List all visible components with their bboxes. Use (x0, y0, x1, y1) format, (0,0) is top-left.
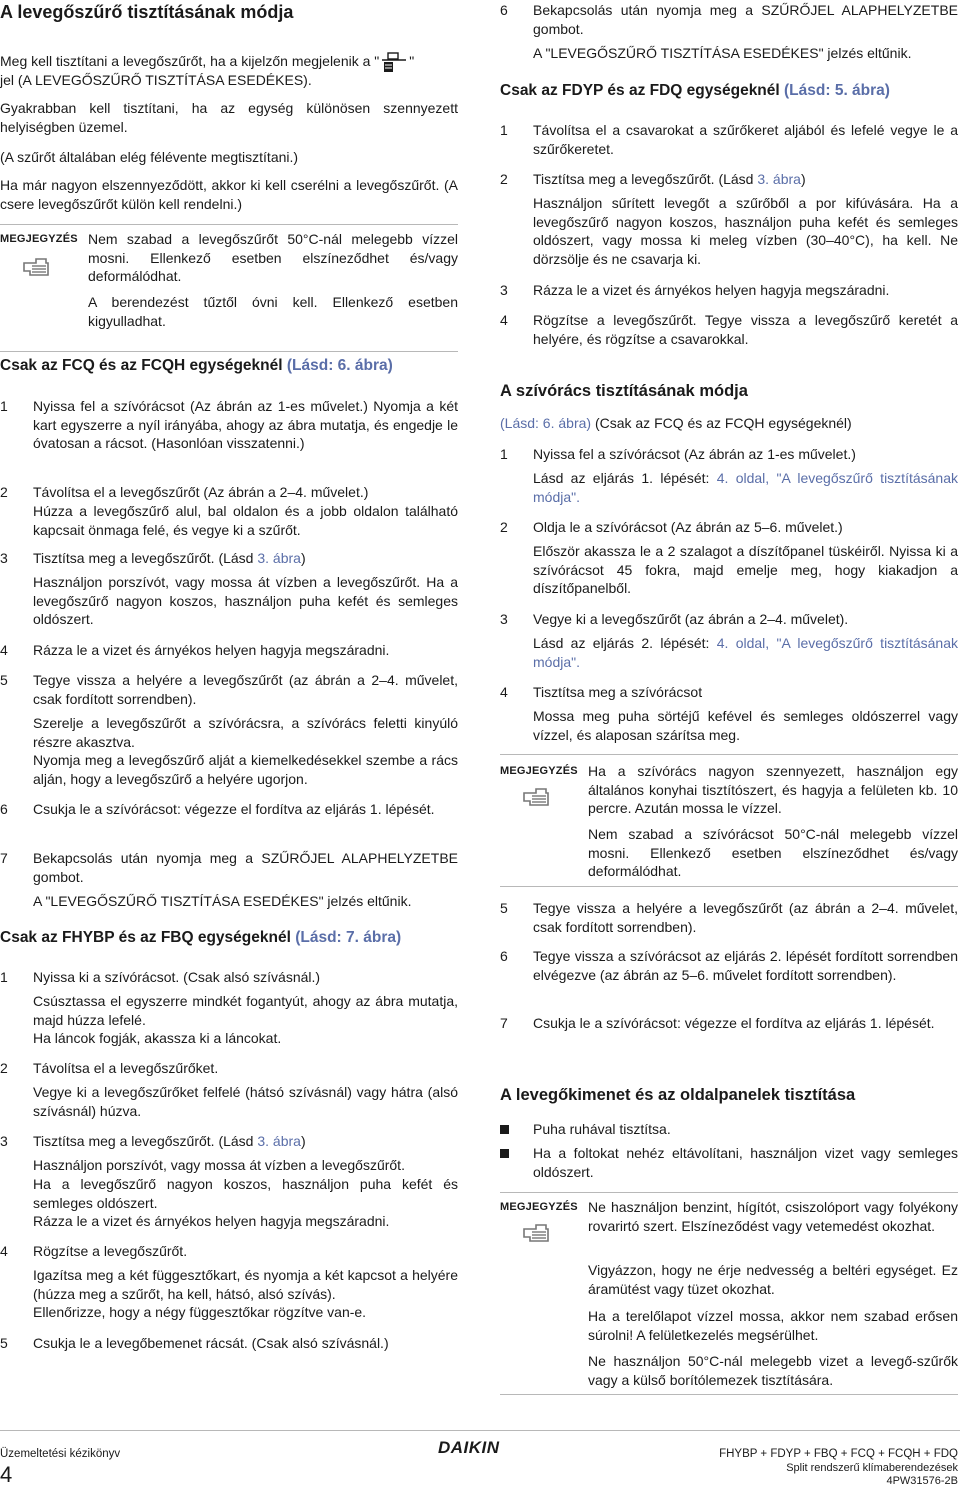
footer-manual-label: Üzemeltetési kézikönyv (0, 1448, 121, 1460)
note-box-3 (500, 1198, 958, 1398)
step-text-part: ) (300, 550, 306, 566)
step-detail: Szerelje a levegőszűrőt a szívórácsra, a szívórács feletti kinyúló részre akasztva. (33, 715, 458, 750)
step-detail: A "LEVEGŐSZŰRŐ TISZTÍTÁSA ESEDÉKES" jelzés eltűnik. (33, 893, 412, 909)
step-number: 6 (500, 948, 508, 964)
step-detail: Használjon sűrített levegőt a szűrőből a por kifúvására. Ha a levegőszűrő nagyon koszos, használjon puha kefét és semleges oldószert, vagy mossa ki meleg vízben (30–40°C), ha kell. Ne dörzsölje és ne csavarja ki. (533, 195, 958, 267)
step-text: Bekapcsolás után nyomja meg a SZŰRŐJEL ALAPHELYZETBE gombot. (33, 850, 458, 885)
divider (0, 351, 458, 352)
step-text (533, 170, 958, 189)
step-text (33, 1132, 458, 1151)
step-detail: A "LEVEGŐSZŰRŐ TISZTÍTÁSA ESEDÉKES" jelzés eltűnik. (533, 45, 912, 61)
bullet-icon (500, 1125, 509, 1134)
figure-reference: 3. ábra (257, 1133, 301, 1149)
step-number: 6 (0, 801, 8, 817)
step-text: Rögzítse a levegőszűrőt. (33, 1243, 188, 1259)
footer-divider (0, 1430, 960, 1431)
step-number: 3 (500, 282, 508, 298)
note-text-2: A berendezést tűztől óvni kell. Ellenkező esetben kigyulladhat. (88, 294, 458, 329)
step-detail (533, 469, 958, 506)
step-text: Tegye vissza a helyére a levegőszűrőt (az ábrán a 2–4. művelet, csak fordított sorrendben). (33, 672, 458, 707)
step-text: Rázza le a vizet és árnyékos helyen hagyja megszáradni. (33, 642, 390, 658)
intro-paragraph-4: Ha már nagyon elszennyeződött, akkor ki kell cserélni a levegőszűrőt. (A csere levegőszűrőt külön kell rendelni.) (0, 177, 458, 212)
step-number: 4 (500, 684, 508, 700)
step-detail: Nyomja meg a levegőszűrő alját a kiemelkedésekkel szembe a rács alján, hogy a levegőszűrő a helyére ugorjon. (33, 752, 458, 787)
intro-text-quote: " (409, 53, 415, 69)
footer-doc-code: 4PW31576-2B (886, 1475, 958, 1487)
note-text-1: Ne használjon benzint, hígítót, csiszolóport vagy folyékony rovarirtó szert. Elszíneződést vagy vetemedést okozhat. (588, 1199, 958, 1234)
step-detail: Ha a levegőszűrő nagyon koszos, használjon puha kefét és semleges oldószert. (33, 1176, 458, 1211)
footer-subtitle: Split rendszerű klímaberendezések (786, 1462, 958, 1474)
step-text: Csukja le a levegőbemenet rácsát. (Csak alsó szívásnál.) (33, 1335, 389, 1351)
step-detail: Használjon porszívót, vagy mossa át vízben a levegőszűrőt. Ha a levegőszűrő nagyon koszos, használjon puha kefét és semleges oldószert. (33, 574, 458, 628)
step-detail: Vegye ki a levegőszűrőket felfelé (hátsó szívásnál) vagy hátra (alsó szívásnál) húzva. (33, 1084, 458, 1119)
step-text: Nyissa fel a szívórácsot (Az ábrán az 1-es művelet.) Nyomja a két kart egyszerre a nyíl irányába, ahogy az ábra mutatja, és engedje le óvatosan a rácsot. (Hasonlóan visszatenni.) (33, 398, 458, 452)
step-number: 7 (0, 850, 8, 866)
step-text-part: Lásd az eljárás 2. lépését: (533, 635, 717, 651)
note-text-4: Ne használjon 50°C-nál melegebb vizet a levegő-szűrők vagy a külső borítólemezek tisztítására. (588, 1353, 958, 1388)
page-reference-link[interactable]: 4. oldal, "A levegőszűrő tisztításának módja". (533, 470, 958, 505)
step-text: Oldja le a szívórácsot (Az ábrán az 5–6. művelet.) (533, 519, 843, 535)
step-number: 1 (500, 122, 508, 138)
step-text: Csukja le a szívórácsot: végezze el fordítva az eljárás 1. lépését. (533, 1015, 935, 1031)
step-detail: Igazítsa meg a két függesztőkart, és nyomja a két kapcsot a helyére (húzza meg a szűrőt, ha kell, hátsó, alsó szívás). (33, 1267, 458, 1302)
intro-paragraph-3: (A szűrőt általában elég félévente megtisztítani.) (0, 149, 299, 165)
step-text: Rögzítse a levegőszűrőt. Tegye vissza a levegőszűrő keretét a helyére, és rögzítse a csavarokkal. (533, 312, 958, 347)
step-text: Tegye vissza a szívórácsot az eljárás 2. lépését fordított sorrendben elvégezve (az ábrán az 5–6. művelet fordított sorrendben). (533, 948, 958, 983)
section-heading-fcq (0, 357, 458, 375)
note-label: MEGJEGYZÉS (500, 765, 578, 777)
step-detail: Ha láncok fogják, akassza ki a láncokat. (33, 1030, 282, 1046)
pointing-hand-icon (522, 1220, 550, 1244)
step-detail (533, 634, 958, 671)
step-text: Távolítsa el a levegőszűrőt (Az ábrán a 2–4. művelet.) (33, 484, 369, 500)
subtitle-text: (Csak az FCQ és az FCQH egységeknél) (591, 415, 852, 431)
step-text: Távolítsa el a csavarokat a szűrőkeret aljából és lefelé vegye le a szűrőkeretet. (533, 122, 958, 157)
footer-models: FHYBP + FDYP + FBQ + FCQ + FCQH + FDQ (719, 1448, 958, 1460)
bullet-text: Ha a foltokat nehéz eltávolítani, használjon vizet vagy semleges oldószert. (533, 1145, 958, 1180)
step-number: 1 (500, 446, 508, 462)
step-text: Tisztítsa meg a szívórácsot (533, 684, 703, 700)
step-text: Csukja le a szívórácsot: végezze el fordítva az eljárás 1. lépését. (33, 801, 435, 817)
step-detail: Használjon porszívót, vagy mossa át vízben a levegőszűrőt. (33, 1157, 405, 1173)
section-heading-fdyp (500, 82, 958, 100)
step-text-part: Tisztítsa meg a levegőszűrőt. (Lásd (533, 171, 758, 187)
step-number: 4 (0, 642, 8, 658)
step-text: Bekapcsolás után nyomja meg a SZŰRŐJEL ALAPHELYZETBE gombot. (533, 2, 958, 37)
note-label: MEGJEGYZÉS (0, 233, 78, 245)
section-title-outlet: A levegőkimenet és az oldalpanelek tisztítása (500, 1086, 856, 1104)
step-number: 2 (500, 171, 508, 187)
section-heading-text: Csak az FCQ és az FCQH egységeknél (0, 357, 287, 374)
step-number: 5 (0, 1335, 8, 1351)
figure-reference: (Lásd: 7. ábra) (295, 929, 402, 946)
figure-reference: 3. ábra (757, 171, 801, 187)
step-number: 6 (500, 2, 508, 18)
page-title: A levegőszűrő tisztításának módja (0, 2, 294, 22)
step-text: Távolítsa el a levegőszűrőket. (33, 1060, 219, 1076)
note-box-1 (0, 230, 458, 340)
page-number: 4 (0, 1462, 13, 1487)
step-detail: Ellenőrizze, hogy a négy függesztőkar rögzítve van-e. (33, 1304, 367, 1320)
pointing-hand-icon (22, 254, 50, 278)
figure-reference: (Lásd: 5. ábra) (784, 82, 890, 99)
page-footer (0, 1430, 960, 1488)
section-subtitle (500, 414, 958, 433)
note-text-2: Nem szabad a szívórácsot 50°C-nál melegebb vízzel mosni. Ellenkező esetben elszíneződhet és/vagy deformálódhat. (588, 826, 958, 880)
step-number: 4 (0, 1243, 8, 1259)
step-number: 7 (500, 1015, 508, 1031)
note-text-1: Ha a szívórács nagyon szennyezett, használjon egy általános konyhai tisztítószert, és hagyja a felületen kb. 10 percre. Azután mossa le vízzel. (588, 763, 958, 817)
bullet-icon (500, 1149, 509, 1158)
step-text: Nyissa fel a szívórácsot (Az ábrán az 1-es művelet.) (533, 446, 856, 462)
step-detail: Rázza le a vizet és árnyékos helyen hagyja megszáradni. (33, 1213, 390, 1229)
step-text-part: Lásd az eljárás 1. lépését: (533, 470, 717, 486)
step-number: 3 (0, 1133, 8, 1149)
step-number: 3 (0, 550, 8, 566)
step-text-part: Tisztítsa meg a levegőszűrőt. (Lásd (33, 550, 258, 566)
figure-reference: 3. ábra (257, 550, 301, 566)
figure-reference: (Lásd: 6. ábra) (500, 415, 592, 431)
step-text-part: ) (800, 171, 806, 187)
note-label: MEGJEGYZÉS (500, 1201, 578, 1213)
divider (500, 886, 958, 887)
intro-paragraph-1b: jel (A LEVEGŐSZŰRŐ TISZTÍTÁSA ESEDÉKES). (0, 72, 312, 88)
step-text: Vegye ki a levegőszűrőt (az ábrán a 2–4. művelet). (533, 611, 849, 627)
section-title-grille: A szívórács tisztításának módja (500, 382, 748, 400)
step-number: 1 (0, 969, 8, 985)
step-text (33, 549, 458, 568)
step-number: 5 (0, 672, 8, 688)
step-text-part: ) (300, 1133, 306, 1149)
divider (500, 1394, 958, 1395)
step-number: 1 (0, 398, 8, 414)
step-text: Tegye vissza a helyére a levegőszűrőt (az ábrán a 2–4. művelet, csak fordított sorrendben). (533, 900, 958, 935)
step-number: 3 (500, 611, 508, 627)
pointing-hand-icon (522, 784, 550, 808)
divider (500, 1192, 958, 1193)
note-text-3: Ha a terelőlapot vízzel mossa, akkor nem szabad erősen súrolni! A felületkezelés megsérülhet. (588, 1308, 958, 1343)
step-number: 2 (0, 1060, 8, 1076)
page-reference-link[interactable]: 4. oldal, "A levegőszűrő tisztításának módja". (533, 635, 958, 670)
step-number: 2 (500, 519, 508, 535)
intro-text: Meg kell tisztítani a levegőszűrőt, ha a kijelzőn megjelenik a " (0, 53, 380, 69)
step-detail: Mossa meg puha sörtéjű kefével és semleges oldószerrel vagy vízzel, és alaposan szárítsa meg. (533, 708, 958, 743)
step-number: 5 (500, 900, 508, 916)
section-heading-fhybp (0, 929, 458, 947)
step-text: Rázza le a vizet és árnyékos helyen hagyja megszáradni. (533, 282, 890, 298)
step-number: 2 (0, 484, 8, 500)
note-text-2: Vigyázzon, hogy ne érje nedvesség a beltéri egységet. Ez áramütést vagy tüzet okozhat. (588, 1262, 958, 1297)
step-detail: Csúsztassa el egyszerre mindkét fogantyút, ahogy az ábra mutatja, majd húzza lefelé. (33, 993, 458, 1028)
step-detail: Először akassza le a 2 szalagot a díszítőpanel tüskéiről. Nyissa ki a szívórácsot 45 fokra, majd emelje meg, hogy kiakadjon a díszítőpanelből. (533, 543, 958, 597)
intro-paragraph-2: Gyakrabban kell tisztítani, ha az egység különösen szennyezett helyiségben üzemel. (0, 100, 458, 135)
note-box-2 (500, 762, 958, 882)
divider (500, 754, 958, 755)
step-text-part: Tisztítsa meg a levegőszűrőt. (Lásd (33, 1133, 258, 1149)
step-text: Nyissa ki a szívórácsot. (Csak alsó szívásnál.) (33, 969, 321, 985)
section-heading-text: Csak az FDYP és az FDQ egységeknél (500, 82, 785, 99)
step-number: 4 (500, 312, 508, 328)
divider (0, 224, 458, 225)
note-text-1: Nem szabad a levegőszűrőt 50°C-nál melegebb vízzel mosni. Ellenkező esetben elszíneződhet és/vagy deformálódhat. (88, 231, 458, 285)
bullet-text: Puha ruhával tisztítsa. (533, 1121, 671, 1137)
step-detail: Húzza a levegőszűrő alul, bal oldalon és a jobb oldalon található kapcsait önmaga felé, és vegye ki a szűrőt. (33, 503, 458, 538)
figure-reference: (Lásd: 6. ábra) (286, 357, 393, 374)
section-heading-text: Csak az FHYBP és az FBQ egységeknél (0, 929, 296, 946)
brand-logo: DAIKIN (438, 1438, 500, 1457)
